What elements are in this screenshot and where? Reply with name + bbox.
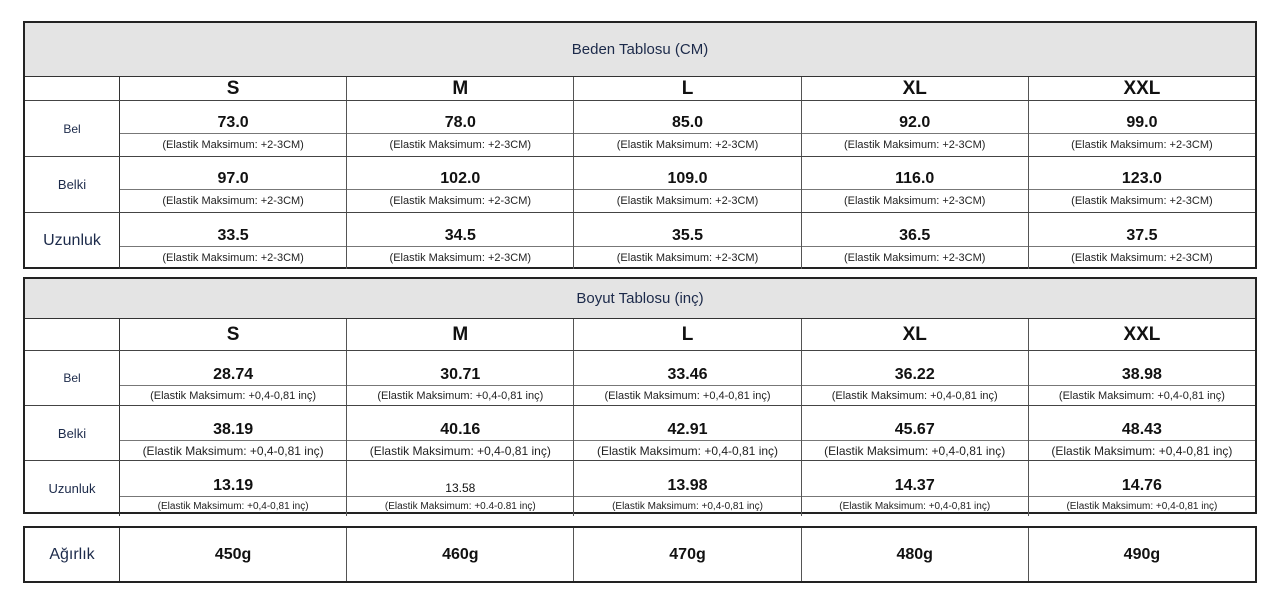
cell-value: 36.22 — [894, 366, 935, 383]
cell-value: 14.76 — [1121, 477, 1162, 494]
table-cell — [120, 406, 347, 460]
size-chart-cm — [23, 21, 1257, 269]
row-label: Belki — [25, 157, 120, 212]
table-cell — [574, 461, 801, 516]
cell-note: (Elastik Maksimum: +0,4-0,81 inç) — [574, 385, 800, 405]
cell-note: (Elastik Maksimum: +2-3CM) — [347, 189, 573, 212]
cell-note: (Elastik Maksimum: +2-3CM) — [802, 189, 1028, 212]
cell-note: (Elastik Maksimum: +2-3CM) — [120, 133, 346, 156]
size-header-l: L — [574, 319, 801, 350]
size-header-xl: XL — [802, 77, 1029, 100]
cell-note: (Elastik Maksimum: +0.4-0.81 inç) — [347, 496, 573, 516]
table-cell — [802, 406, 1029, 460]
header-corner — [25, 77, 120, 100]
cell-note: (Elastik Maksimum: +0,4-0,81 inç) — [120, 440, 346, 460]
cell-value: 34.5 — [444, 227, 476, 244]
weight-cell: 490g — [1123, 545, 1161, 563]
row-label: Ağırlık — [25, 528, 120, 581]
cell-value: 33.5 — [217, 227, 249, 244]
cell-note: (Elastik Maksimum: +0,4-0,81 inç) — [802, 385, 1028, 405]
cell-note: (Elastik Maksimum: +2-3CM) — [120, 189, 346, 212]
cell-value: 30.71 — [440, 366, 481, 383]
cell-note: (Elastik Maksimum: +0,4-0,81 inç) — [802, 440, 1028, 460]
table-cell — [574, 213, 801, 269]
cell-value: 14.37 — [894, 477, 935, 494]
cell-value: 37.5 — [1126, 227, 1158, 244]
table-cell — [574, 351, 801, 405]
table-cell — [802, 157, 1029, 212]
weight-cell: 480g — [802, 528, 1029, 581]
table-cell — [347, 406, 574, 460]
table-cell — [1029, 461, 1255, 516]
size-header-s: S — [120, 77, 347, 100]
table-cell — [802, 461, 1029, 516]
row-label: Belki — [25, 406, 120, 460]
cell-value: 99.0 — [1126, 114, 1158, 131]
table-cell — [574, 101, 801, 156]
row-label: Uzunluk — [25, 213, 120, 269]
cell-value: 48.43 — [1121, 421, 1162, 438]
size-header-xl: XL — [802, 319, 1029, 350]
row-label: Bel — [25, 101, 120, 156]
table-row-bel — [25, 101, 1255, 157]
cell-value: 102.0 — [440, 170, 481, 187]
table-cell — [1029, 101, 1255, 156]
cell-value: 36.5 — [899, 227, 931, 244]
cell-note: (Elastik Maksimum: +2-3CM) — [574, 133, 800, 156]
cell-note: (Elastik Maksimum: +0,4-0,81 inç) — [802, 496, 1028, 516]
cell-value: 92.0 — [899, 114, 931, 131]
cell-note: (Elastik Maksimum: +0,4-0,81 inç) — [574, 440, 800, 460]
header-corner — [25, 319, 120, 350]
size-header-m: M — [347, 319, 574, 350]
cell-note: (Elastik Maksimum: +0,4-0,81 inç) — [120, 385, 346, 405]
table-cell — [347, 461, 574, 516]
cell-value: 38.98 — [1121, 366, 1162, 383]
cell-value: 13.98 — [667, 477, 708, 494]
size-header-xxl: XXL — [1123, 323, 1161, 345]
cell-value: 97.0 — [217, 170, 249, 187]
size-chart-inch — [23, 277, 1257, 514]
table-cell — [347, 157, 574, 212]
cell-value: 33.46 — [667, 366, 708, 383]
cell-value: 40.16 — [440, 421, 481, 438]
cell-note: (Elastik Maksimum: +2-3CM) — [574, 189, 800, 212]
table-cell — [1029, 351, 1255, 405]
cell-note: (Elastik Maksimum: +2-3CM) — [1029, 246, 1255, 269]
size-header-row — [25, 319, 1255, 351]
row-label: Uzunluk — [25, 461, 120, 516]
cell-value: 13.58 — [445, 481, 476, 495]
cell-value: 123.0 — [1121, 170, 1162, 187]
cell-value: 85.0 — [671, 114, 704, 131]
table-row-belki — [25, 406, 1255, 461]
cell-note: (Elastik Maksimum: +2-3CM) — [120, 246, 346, 269]
cell-note: (Elastik Maksimum: +2-3CM) — [1029, 189, 1255, 212]
table-row-bel — [25, 351, 1255, 406]
cell-note: (Elastik Maksimum: +0,4-0,81 inç) — [1029, 440, 1255, 460]
table-cell — [802, 101, 1029, 156]
cell-value: 42.91 — [667, 421, 708, 438]
cell-value: 45.67 — [894, 421, 935, 438]
weight-cell: 460g — [347, 528, 574, 581]
cell-value: 116.0 — [895, 170, 935, 187]
cell-value: 28.74 — [213, 366, 254, 383]
weight-cell: 450g — [120, 528, 347, 581]
table-row-uzunluk — [25, 213, 1255, 269]
cell-note: (Elastik Maksimum: +2-3CM) — [1029, 133, 1255, 156]
size-header-xxl: XXL — [1123, 77, 1161, 99]
table-row-uzunluk — [25, 461, 1255, 516]
table-cell — [802, 351, 1029, 405]
table-cell — [120, 101, 347, 156]
table-cell — [120, 351, 347, 405]
cell-note: (Elastik Maksimum: +0,4-0,81 inç) — [1029, 385, 1255, 405]
cell-note: (Elastik Maksimum: +0,4-0,81 inç) — [1029, 496, 1255, 516]
cell-note: (Elastik Maksimum: +0,4-0,81 inç) — [347, 440, 573, 460]
table-cell — [1029, 213, 1255, 269]
table-cell — [120, 157, 347, 212]
table-cell — [347, 101, 574, 156]
cell-note: (Elastik Maksimum: +0,4-0,81 inç) — [120, 496, 346, 516]
table-cell — [347, 351, 574, 405]
cell-value: 109.0 — [667, 170, 708, 187]
size-header-m: M — [347, 77, 574, 100]
cell-value: 13.19 — [213, 477, 254, 494]
cell-note: (Elastik Maksimum: +2-3CM) — [574, 246, 800, 269]
table-row-weight — [25, 528, 1255, 581]
size-header-l: L — [574, 77, 801, 100]
table-title: Boyut Tablosu (inç) — [25, 279, 1255, 319]
cell-note: (Elastik Maksimum: +2-3CM) — [347, 133, 573, 156]
table-cell — [120, 213, 347, 269]
table-cell — [574, 406, 801, 460]
cell-note: (Elastik Maksimum: +2-3CM) — [802, 246, 1028, 269]
cell-value: 38.19 — [213, 421, 254, 438]
table-cell — [1029, 406, 1255, 460]
table-title: Beden Tablosu (CM) — [25, 23, 1255, 77]
weight-table — [23, 526, 1257, 583]
weight-cell: 470g — [574, 528, 801, 581]
cell-value: 78.0 — [444, 114, 476, 131]
cell-note: (Elastik Maksimum: +0,4-0,81 inç) — [347, 385, 573, 405]
table-row-belki — [25, 157, 1255, 213]
cell-note: (Elastik Maksimum: +0,4-0,81 inç) — [574, 496, 800, 516]
table-cell — [1029, 157, 1255, 212]
table-cell — [574, 157, 801, 212]
row-label: Bel — [25, 351, 120, 405]
cell-note: (Elastik Maksimum: +2-3CM) — [802, 133, 1028, 156]
table-cell — [347, 213, 574, 269]
size-header-row — [25, 77, 1255, 101]
size-header-s: S — [120, 319, 347, 350]
table-cell — [120, 461, 347, 516]
cell-value: 73.0 — [217, 114, 249, 131]
cell-note: (Elastik Maksimum: +2-3CM) — [347, 246, 573, 269]
cell-value: 35.5 — [671, 227, 704, 244]
table-cell — [802, 213, 1029, 269]
